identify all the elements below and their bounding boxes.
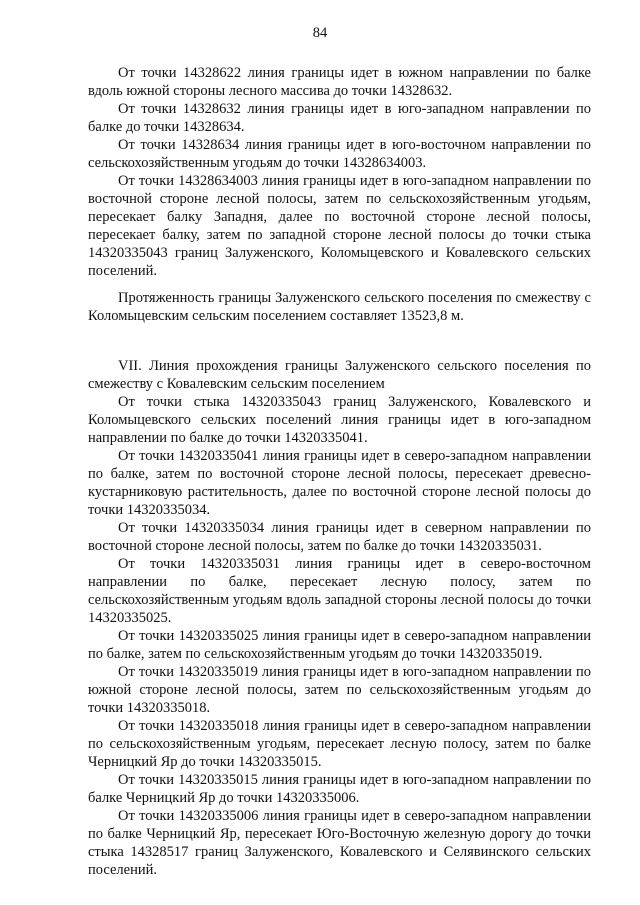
document-body xyxy=(88,64,591,879)
boundary-length-paragraph: Протяженность границы Залуженского сельского поселения по смежеству с Коломыцевским сельским поселением составляет 13523,8 м. xyxy=(88,290,591,324)
paragraph-13: От точки 14320335018 линия границы идет в северо-западном направлении по сельскохозяйственным угодьям, пересекает лесную полосу, затем по балке Черницкий Яр до точки 14320335015. xyxy=(88,718,591,770)
paragraph-12: От точки 14320335019 линия границы идет в юго-западном направлении по южной стороне лесной полосы, затем по сельскохозяйственным угодьям до точки 14320335018. xyxy=(88,664,591,716)
paragraph-4: От точки 14328634003 линия границы идет в юго-западном направлении по восточной стороне лесной полосы, затем по сельскохозяйственным угодьям, пересекает балку Западня, далее по восточной стороне лесной полосы, пересекает балку, затем по западной стороне лесной полосы до точки стыка 14320335043 границ Залуженского, Коломыцевского и Ковалевского сельских поселений. xyxy=(88,173,591,279)
paragraph-7: От точки стыка 14320335043 границ Залуженского, Ковалевского и Коломыцевского сельских поселений линия границы идет в юго-западном направлении по балке до точки 14320335041. xyxy=(88,394,591,446)
paragraph-14: От точки 14320335015 линия границы идет в юго-западном направлении по балке Черницкий Яр до точки 14320335006. xyxy=(88,772,591,806)
paragraph-11: От точки 14320335025 линия границы идет в северо-западном направлении по балке, затем по сельскохозяйственным угодьям до точки 14320335019. xyxy=(88,628,591,662)
page-number: 84 xyxy=(312,25,328,41)
paragraph-10: От точки 14320335031 линия границы идет в северо-восточном направлении по балке, пересекает лесную полосу, затем по сельскохозяйственным угодьям вдоль западной стороны лесной полосы до точки 14320335025. xyxy=(88,556,591,626)
paragraph-3: От точки 14328634 линия границы идет в юго-восточном направлении по сельскохозяйственным угодьям до точки 14328634003. xyxy=(88,137,591,171)
paragraph-1: От точки 14328622 линия границы идет в южном направлении по балке вдоль южной стороны лесного массива до точки 14328632. xyxy=(88,65,591,99)
paragraph-8: От точки 14320335041 линия границы идет в северо-западном направлении по балке, затем по восточной стороне лесной полосы, пересекает древесно-кустарниковую растительность, далее по восточной стороне лесной полосы до точки 14320335034. xyxy=(88,448,591,518)
paragraph-2: От точки 14328632 линия границы идет в юго-западном направлении по балке до точки 14328634. xyxy=(88,101,591,135)
section-heading: VII. Линия прохождения границы Залуженского сельского поселения по смежеству с Ковалевским сельским поселением xyxy=(88,358,591,392)
paragraph-9: От точки 14320335034 линия границы идет в северном направлении по восточной стороне лесной полосы, затем по балке до точки 14320335031. xyxy=(88,520,591,554)
paragraph-15: От точки 14320335006 линия границы идет в северо-западном направлении по балке Черницкий Яр, пересекает Юго-Восточную железную дорогу до точки стыка 14328517 границ Залуженского, Ковалевского и Селявинского сельских поселений. xyxy=(88,808,591,878)
